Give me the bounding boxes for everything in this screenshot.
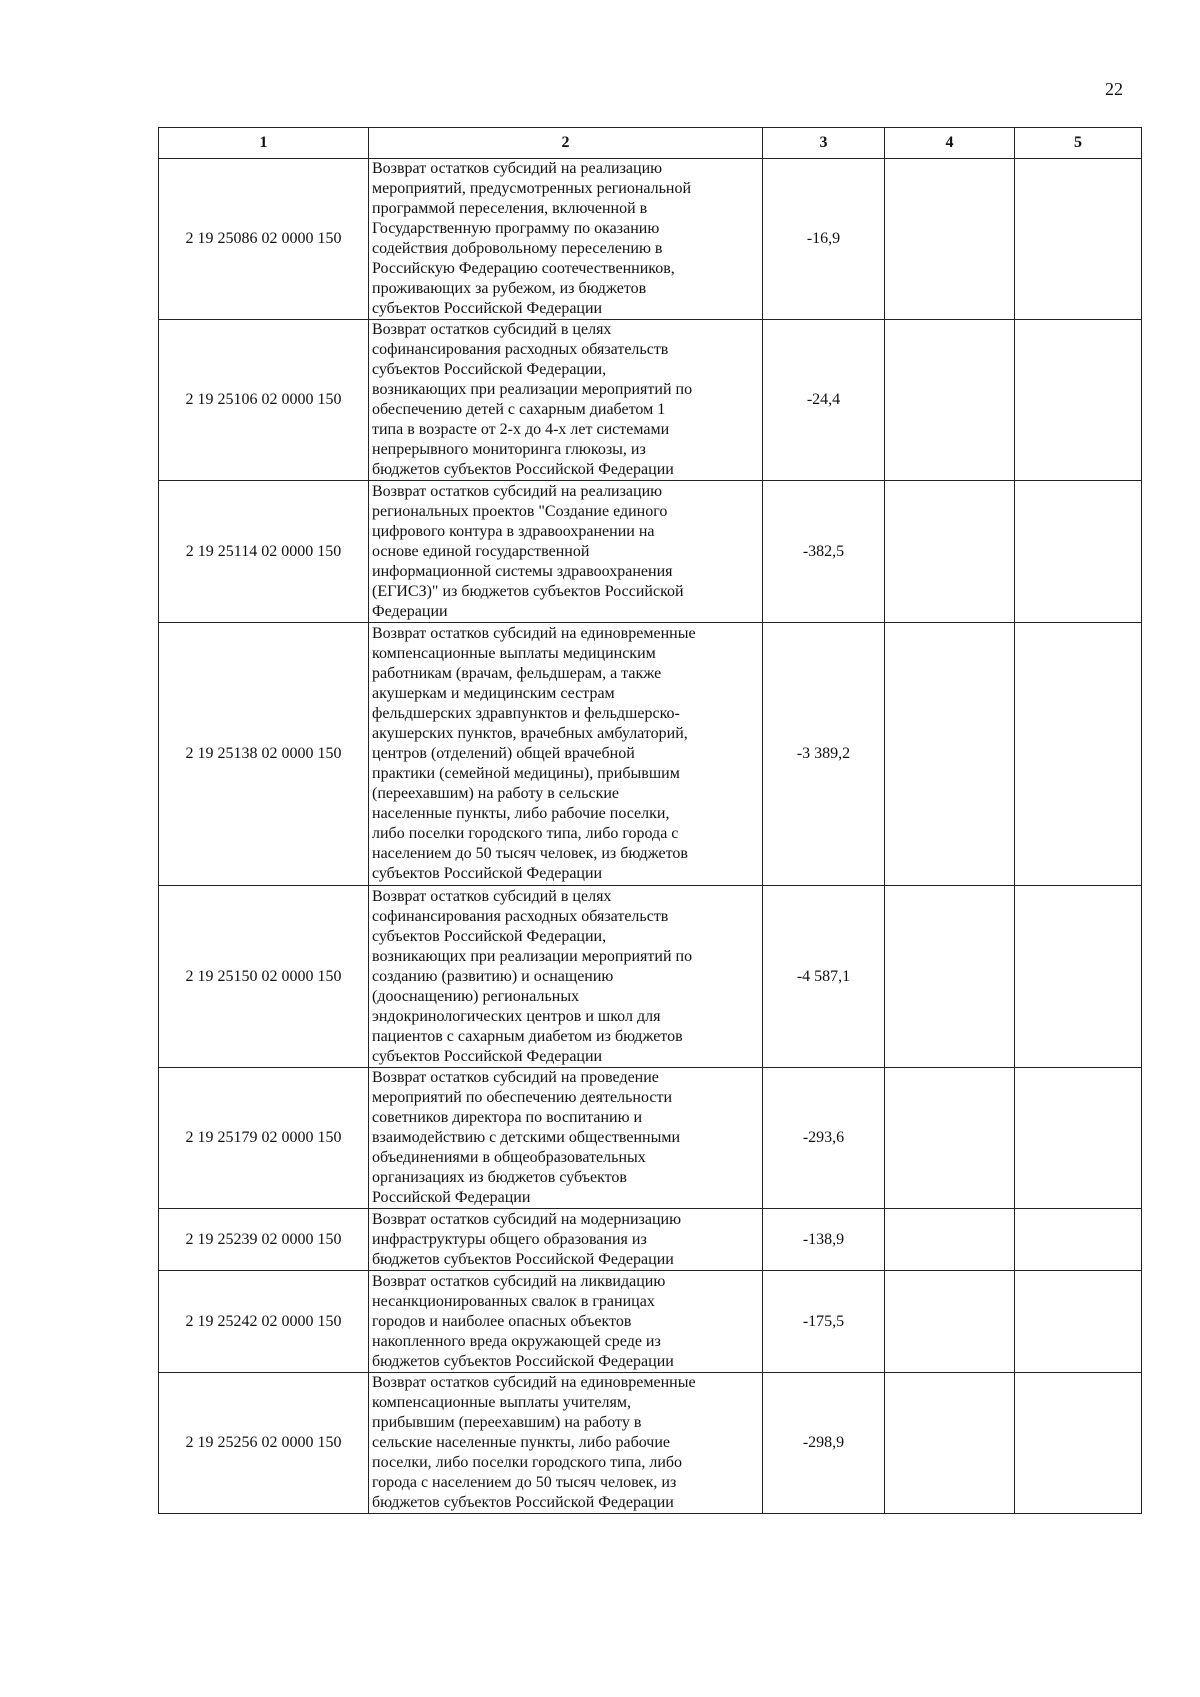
table-row (159, 159, 1142, 320)
table-row (159, 1271, 1142, 1373)
budget-code: 2 19 25106 02 0000 150 (159, 320, 369, 481)
row-col-5 (1015, 1209, 1142, 1271)
row-amount: -16,9 (763, 159, 885, 320)
row-col-5 (1015, 1271, 1142, 1373)
row-col-4 (885, 481, 1015, 623)
row-description: Возврат остатков субсидий на ликвидацию несанкционированных свалок в границах городов и наиболее опасных объектов накопленного вреда окружающей среде из бюджетов субъектов Российской Федерации (369, 1271, 763, 1373)
budget-table (158, 127, 1142, 1514)
budget-code: 2 19 25114 02 0000 150 (159, 481, 369, 623)
table-row (159, 1209, 1142, 1271)
row-amount: -3 389,2 (763, 623, 885, 886)
table-row (159, 320, 1142, 481)
budget-code: 2 19 25242 02 0000 150 (159, 1271, 369, 1373)
row-description: Возврат остатков субсидий на единовременные компенсационные выплаты учителям, прибывшим (переехавшим) на работу в сельские населенные пункты, либо рабочие поселки, либо поселки городского типа, либо города с населением до 50 тысяч человек, из бюджетов субъектов Российской Федерации (369, 1373, 763, 1514)
row-col-5 (1015, 623, 1142, 886)
table-row (159, 886, 1142, 1068)
row-description: Возврат остатков субсидий на реализацию региональных проектов "Создание единого цифрового контура в здравоохранении на основе единой государственной информационной системы здравоохранения (ЕГИСЗ)" из бюджетов субъектов Российской Федерации (369, 481, 763, 623)
row-amount: -298,9 (763, 1373, 885, 1514)
row-col-5 (1015, 886, 1142, 1068)
budget-code: 2 19 25256 02 0000 150 (159, 1373, 369, 1514)
row-description: Возврат остатков субсидий на единовременные компенсационные выплаты медицинским работникам (врачам, фельдшерам, а также акушеркам и медицинским сестрам фельдшерских здравпунктов и фельдшерско- акушерских пунктов, врачебных амбулаторий, центров (отделений) общей врачебной практики (семейной медицины), прибывшим (переехавшим) на работу в сельские населенные пункты, либо рабочие поселки, либо поселки городского типа, либо города с населением до 50 тысяч человек, из бюджетов субъектов Российской Федерации (369, 623, 763, 886)
row-amount: -138,9 (763, 1209, 885, 1271)
row-description: Возврат остатков субсидий на реализацию мероприятий, предусмотренных региональной программой переселения, включенной в Государственную программу по оказанию содействия добровольному переселению в Российскую Федерацию соотечественников, проживающих за рубежом, из бюджетов субъектов Российской Федерации (369, 159, 763, 320)
row-col-5 (1015, 159, 1142, 320)
row-col-4 (885, 320, 1015, 481)
row-amount: -293,6 (763, 1068, 885, 1209)
page-number: 22 (1105, 79, 1123, 99)
table-row (159, 623, 1142, 886)
row-amount: -175,5 (763, 1271, 885, 1373)
row-description: Возврат остатков субсидий на проведение мероприятий по обеспечению деятельности советников директора по воспитанию и взаимодействию с детскими общественными объединениями в общеобразовательных организациях из бюджетов субъектов Российской Федерации (369, 1068, 763, 1209)
table-row (159, 481, 1142, 623)
row-col-5 (1015, 1068, 1142, 1209)
row-col-4 (885, 886, 1015, 1068)
budget-code: 2 19 25179 02 0000 150 (159, 1068, 369, 1209)
column-header-3: 3 (763, 128, 885, 159)
row-col-4 (885, 1068, 1015, 1209)
row-col-4 (885, 1271, 1015, 1373)
budget-code: 2 19 25086 02 0000 150 (159, 159, 369, 320)
row-col-4 (885, 623, 1015, 886)
column-header-4: 4 (885, 128, 1015, 159)
column-header-1: 1 (159, 128, 369, 159)
column-header-5: 5 (1015, 128, 1142, 159)
row-col-5 (1015, 1373, 1142, 1514)
row-amount: -24,4 (763, 320, 885, 481)
column-header-2: 2 (369, 128, 763, 159)
budget-code: 2 19 25138 02 0000 150 (159, 623, 369, 886)
row-col-4 (885, 1373, 1015, 1514)
row-amount: -382,5 (763, 481, 885, 623)
row-col-4 (885, 159, 1015, 320)
row-description: Возврат остатков субсидий в целях софинансирования расходных обязательств субъектов Российской Федерации, возникающих при реализации мероприятий по созданию (развитию) и оснащению (дооснащению) региональных эндокринологических центров и школ для пациентов с сахарным диабетом из бюджетов субъектов Российской Федерации (369, 886, 763, 1068)
row-col-5 (1015, 481, 1142, 623)
table-row (159, 1068, 1142, 1209)
budget-code: 2 19 25239 02 0000 150 (159, 1209, 369, 1271)
row-col-5 (1015, 320, 1142, 481)
table-header-row (159, 128, 1142, 159)
row-amount: -4 587,1 (763, 886, 885, 1068)
row-col-4 (885, 1209, 1015, 1271)
row-description: Возврат остатков субсидий на модернизацию инфраструктуры общего образования из бюджетов субъектов Российской Федерации (369, 1209, 763, 1271)
row-description: Возврат остатков субсидий в целях софинансирования расходных обязательств субъектов Российской Федерации, возникающих при реализации мероприятий по обеспечению детей с сахарным диабетом 1 типа в возрасте от 2-х до 4-х лет системами непрерывного мониторинга глюкозы, из бюджетов субъектов Российской Федерации (369, 320, 763, 481)
budget-code: 2 19 25150 02 0000 150 (159, 886, 369, 1068)
table-row (159, 1373, 1142, 1514)
